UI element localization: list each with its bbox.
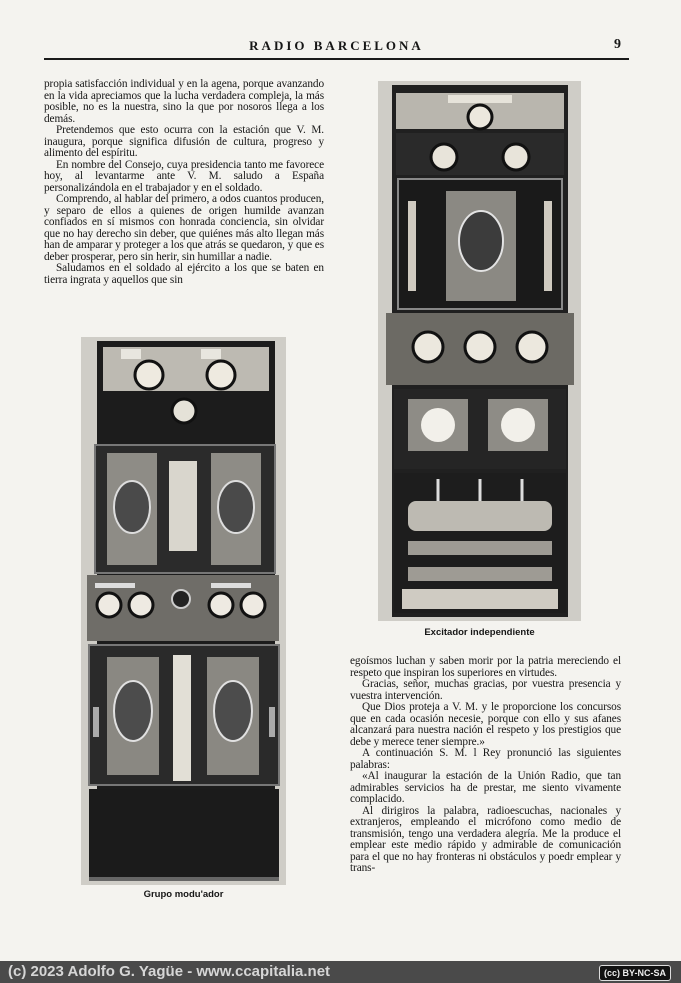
modulator-group-photo	[81, 337, 286, 885]
paragraph: A continuación S. M. l Rey pronunció las siguientes palabras:	[350, 747, 621, 771]
paragraph: Comprendo, al hablar del primero, a odos cuantos producen, y separo de ellos a quienes de origen humilde avanzan confiados en sí mismos con honrada conciencia, sin olvidar que no hay derecho sin deber, que quiénes más alto llegan más han de amparar y proteger a los que atrás se quedaron, y que es deber prosperar, pero sin herir, sin humillar a nadie.	[44, 193, 324, 263]
paragraph: egoísmos luchan y saben morir por la patria mereciendo el respeto que inspiran los superiores en virtudes.	[350, 655, 621, 679]
paragraph: Gracias, señor, muchas gracias, por vuestra presencia y vuestra intervención.	[350, 678, 621, 702]
left-text-column	[44, 79, 324, 286]
header-title: RADIO BARCELONA	[249, 38, 424, 53]
paragraph: Pretendemos que esto ocurra con la estación que V. M. inaugura, porque significa difusión de cultura, progreso y alimento del espíritu.	[44, 124, 324, 159]
paragraph: Al dirigiros la palabra, radioescuchas, nacionales y extranjeros, empleando el micrófono como medio de transmisión, tengo una verdadera alegría. Me la produce el emplear este medio rápido y admirable de comunicación para el que no hay fronteras ni obstáculos y poedr emplear y trans-	[350, 804, 621, 874]
right-text-column	[350, 656, 621, 875]
page-number: 9	[614, 37, 621, 52]
paragraph: Que Dios proteja a V. M. y le proporcione los concursos que en cada ocasión necesie, porque con ello y sus afanes alcanzará para nuestra nación el respeto y los prestigios que debe y merece tener siempre.»	[350, 701, 621, 748]
paragraph: En nombre del Consejo, cuya presidencia tanto me favorece hoy, al levantarme ante V. M. saludo a España personalizándola en el trabajador y en el soldado.	[44, 158, 324, 194]
running-header	[44, 36, 629, 60]
footer-bar	[0, 961, 681, 983]
paragraph: propia satisfacción individual y en la agena, porque avanzando en la vida apreciamos que la lucha verdadera compleja, la más posible, no es la nuestra, sino la que por nosoros llega a los demás.	[44, 78, 324, 125]
modulator-caption: Grupo modu'ador	[143, 889, 224, 900]
license-text: BY-NC-SA	[622, 968, 666, 978]
copyright-text: (c) 2023 Adolfo G. Yagüe - www.ccapitalia.net	[8, 963, 331, 980]
cc-icon: (cc)	[603, 968, 623, 978]
exciter-photo	[378, 81, 581, 621]
paragraph: «Al inaugurar la estación de la Unión Radio, que tan admirables servicios ha de prestar, me siento vivamente complacido.	[350, 770, 621, 805]
paragraph: Saludamos en el soldado al ejército a los que se baten en tierra ingrata y aquellos que sin	[44, 262, 324, 286]
exciter-caption: Excitador independiente	[424, 627, 535, 638]
cc-license-badge	[599, 965, 671, 981]
